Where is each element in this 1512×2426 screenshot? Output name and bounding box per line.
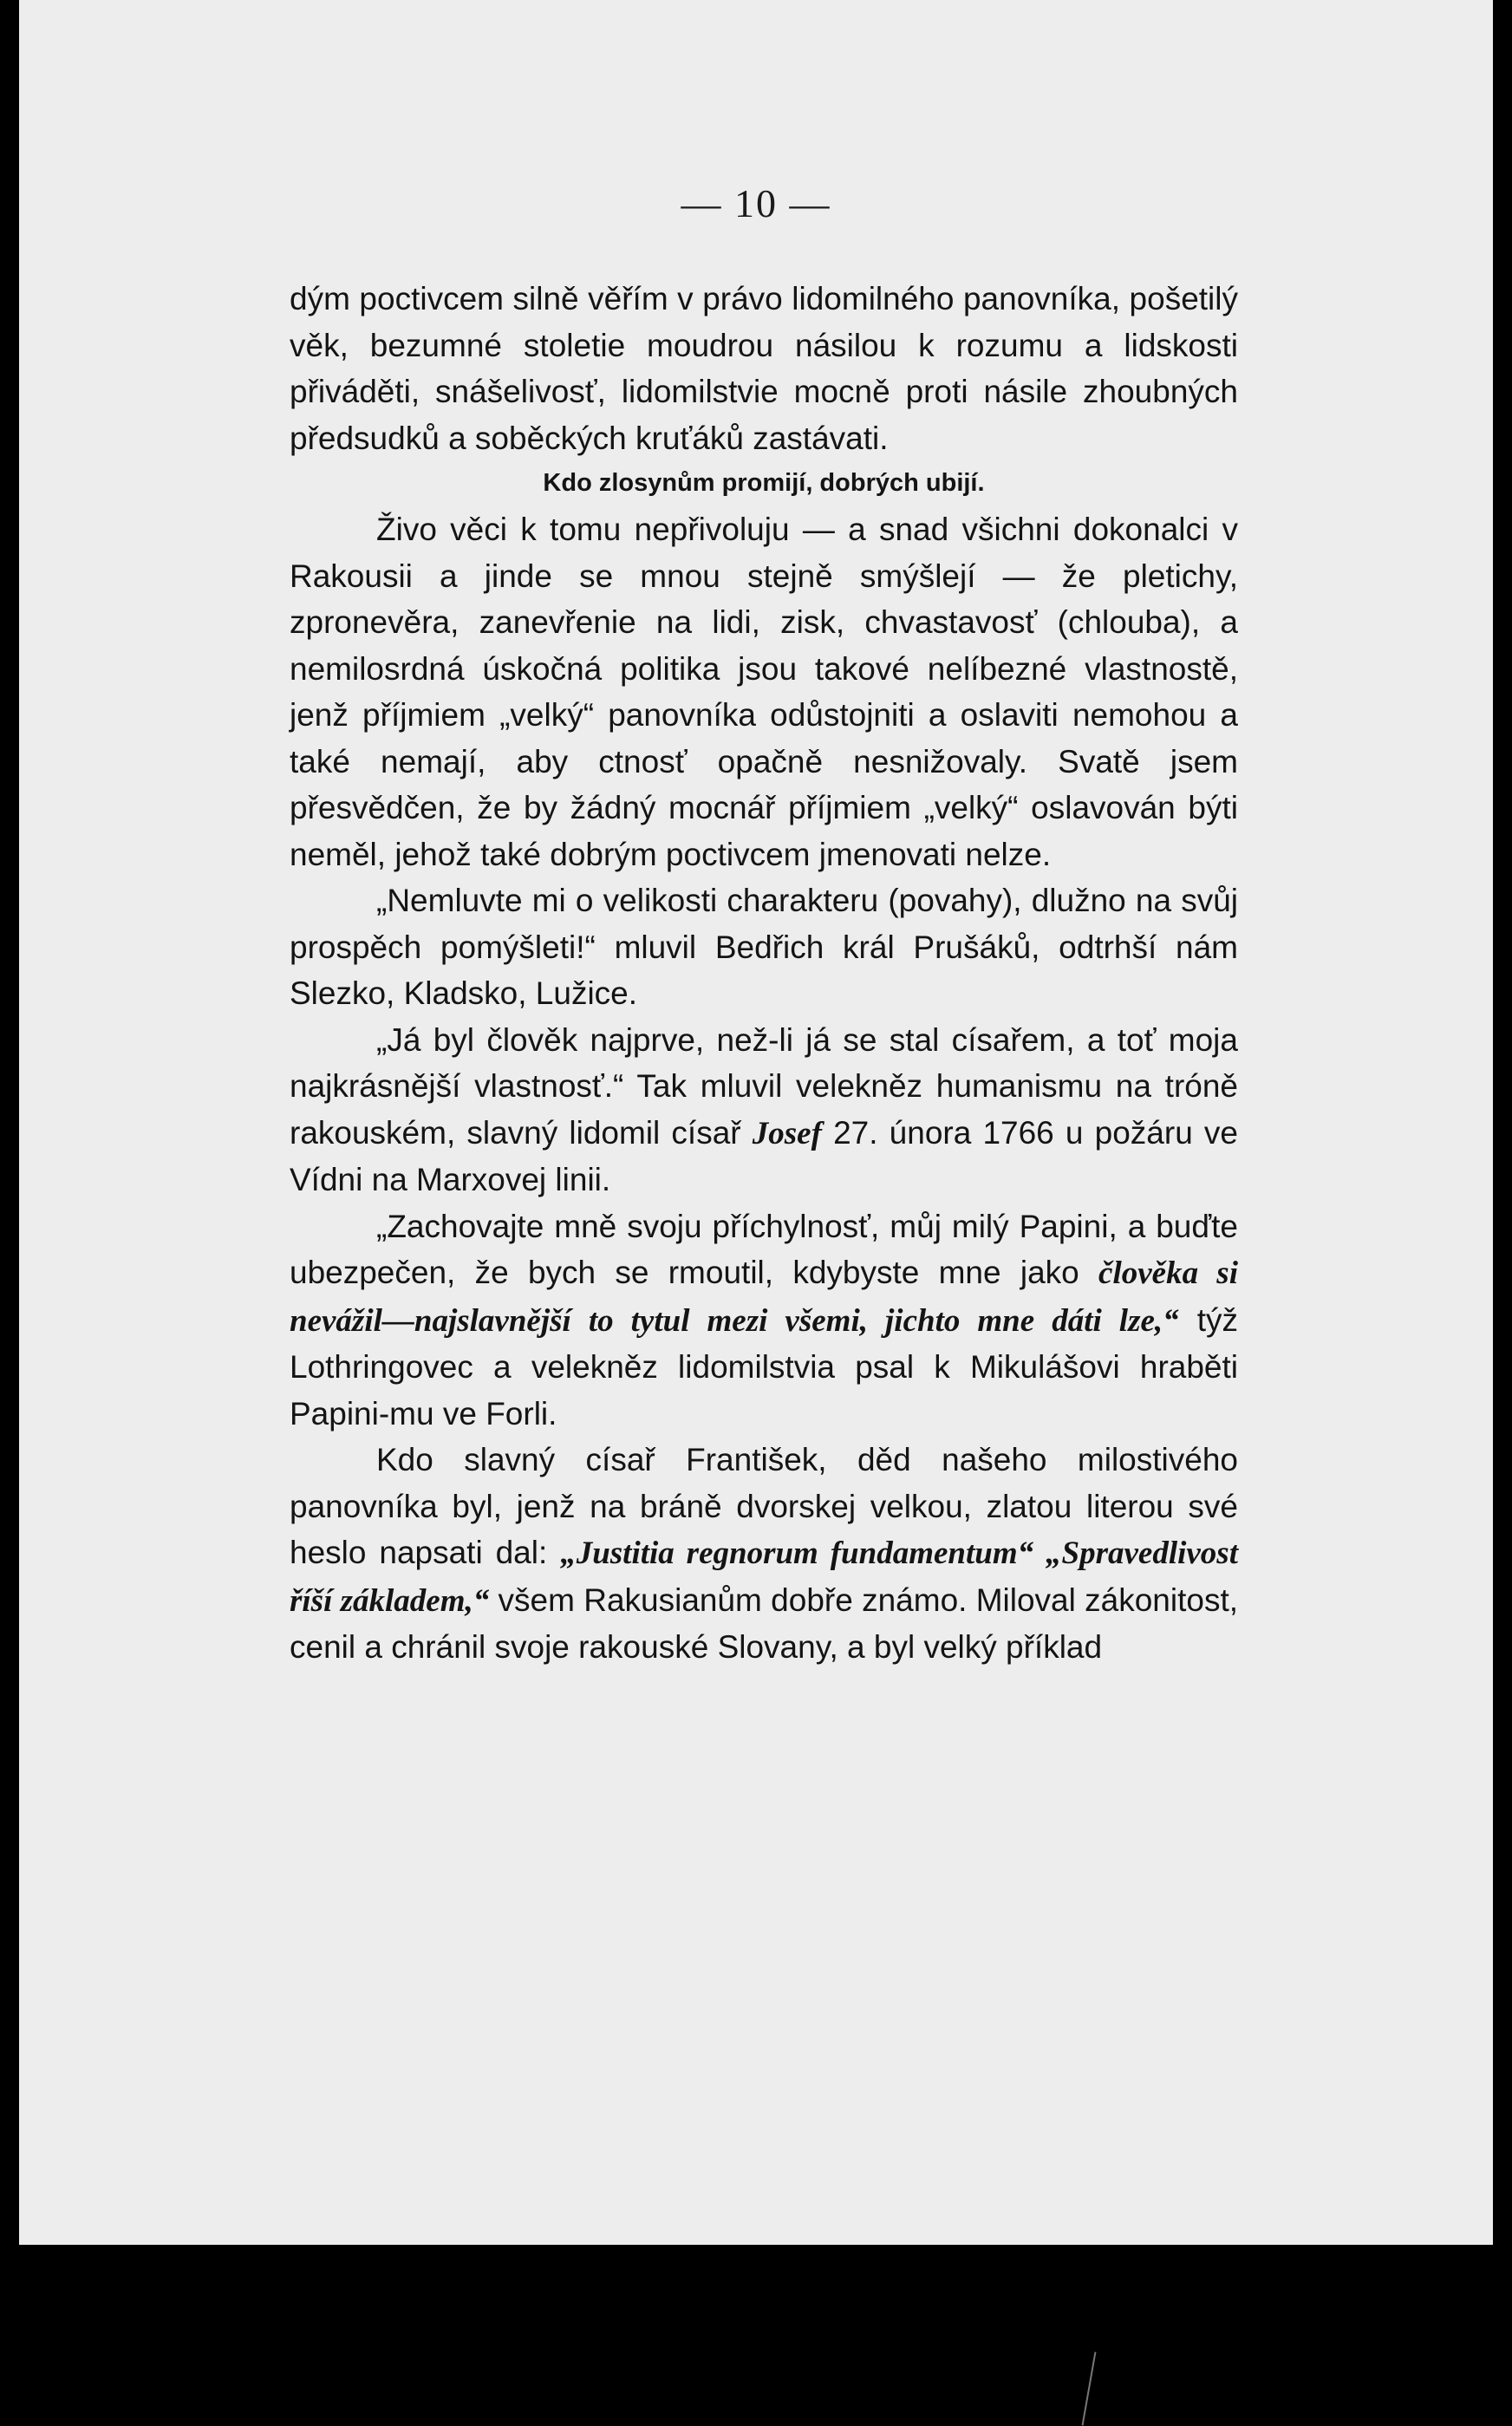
motto: „Justitia regnorum fundamentum“ „Spravedlivost říší základem,“: [290, 1536, 1238, 1619]
paragraph-2: Živo věci k tomu nepřivoluju — a snad všichni dokonalci v Rakousii a jinde se mnou stejně smýšlejí — že pletichy, zpronevěra, zanevřenie na lidi, zisk, chvastavosť (chlouba), a nemilosrdná úskočná politika jsou takové nelíbezné vlastnostě, jenž příjmiem „velký“ panovníka odůstojniti a oslaviti nemohou a také nemají, aby ctnosť opačně nesnižovaly. Svatě jsem přesvědčen, že by žádný mocnář příjmiem „velký“ oslavován býti neměl, jehož také dobrým poctivcem jmenovati nelze.: [290, 512, 1238, 872]
paragraph-5: [290, 1203, 1238, 1438]
paragraph-5-italic: člověka si nevážil—najslavnější to tytul mezi všemi, jichto mne dáti lze,“: [290, 1255, 1238, 1339]
paragraph-4-text-b: 27. února 1766 u požáru ve Vídni na Marxovej linii.: [290, 1114, 1239, 1197]
paragraph-5-text-b: týž Lothringovec a velekněz lidomilstvia psal k Mikulášovi hraběti Papini-mu ve Forli.: [290, 1301, 1239, 1431]
paragraph-6-text-b: všem Rakusianům dobře známo. Miloval zákonitost, cenil a chránil svoje rakouské Slovany, a byl velký příklad: [290, 1581, 1239, 1665]
paragraph-1: dým poctivcem silně věřím v právo lidomilného panovníka, pošetilý věk, bezumné stoletie moudrou násilou k rozumu a lidskosti přiváděti, snášelivosť, lidomilstvie mocně proti násile zhoubných předsudků a soběckých kruťáků zastávati.: [290, 281, 1238, 456]
paragraph-6: [290, 1437, 1238, 1671]
page-number: — 10 —: [681, 181, 831, 225]
paragraph-5-text-a: „Zachovajte mně svoju příchylnosť, můj milý Papini, a buďte ubezpečen, že bych se rmoutil, kdybyste mne jako: [290, 1208, 1238, 1290]
pencil-mark: [1082, 2351, 1097, 2425]
emperor-name: Josef: [752, 1115, 822, 1151]
book-page: [19, 0, 1493, 2245]
proverb: Kdo zlosynům promijí, dobrých ubijí.: [543, 469, 985, 497]
paragraph-4-text-a: „Já byl člověk najprve, než-li já se stal císařem, a toť moja najkrásnější vlastnosť.“ Tak mluvil velekněz humanismu na tróně rakouském, slavný lidomil císař: [290, 1021, 1238, 1151]
paragraph-3: „Nemluvte mi o velikosti charakteru (povahy), dlužno na svůj prospěch pomýšleti!“ mluvil Bedřich král Prušáků, odtrhší nám Slezko, Kladsko, Lužice.: [290, 883, 1238, 1011]
body-text: [290, 276, 1238, 1671]
paragraph-4: [290, 1017, 1238, 1203]
paragraph-6-text-a: Kdo slavný císař František, děd našeho milostivého panovníka byl, jenž na bráně dvorskej velkou, zlatou literou své heslo napsati dal:: [290, 1442, 1238, 1570]
